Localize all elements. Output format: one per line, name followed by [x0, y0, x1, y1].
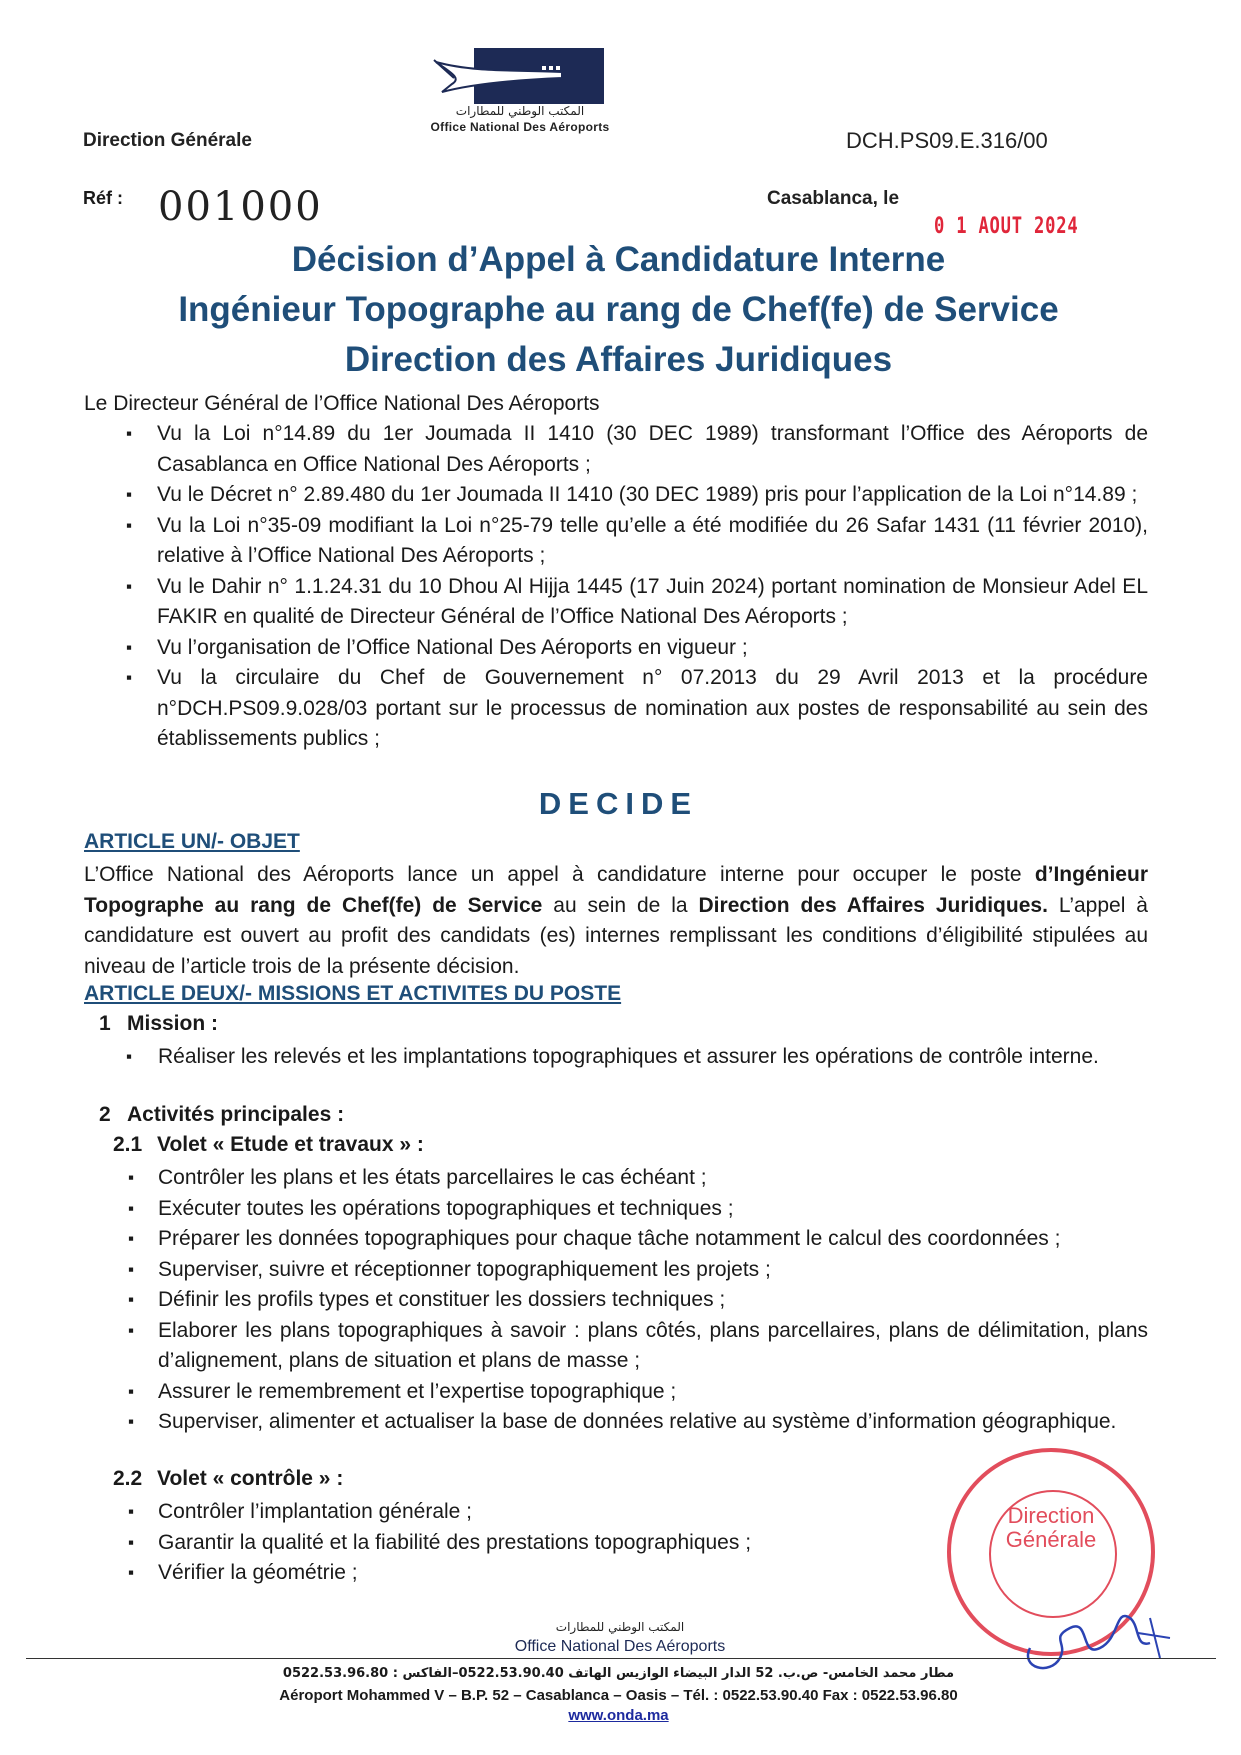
article-1-text-1: L’Office National des Aéroports lance un appel à candidature interne pour occuper le poste	[84, 863, 1035, 886]
article-1-body	[84, 860, 1148, 982]
mission-label: Mission :	[127, 1012, 219, 1035]
footer-arabic-name: المكتب الوطني للمطارات	[555, 1620, 685, 1634]
volet-1-list	[84, 1163, 1148, 1438]
article-1-post-name: d’Ingénieur Topographe au rang de Chef(fe) de Service	[84, 863, 1148, 917]
mission-number: 1	[99, 1012, 111, 1035]
list-item: ▪ Préparer les données topographiques pour chaque tâche notamment le calcul des coordonnées ;	[84, 1224, 1148, 1255]
list-item: ▪ Contrôler l’implantation générale ;	[84, 1497, 1148, 1528]
list-item: ▪ Superviser, suivre et réceptionner topographiquement les projets ;	[84, 1255, 1148, 1286]
list-item: ▪ Définir les profils types et constituer les dossiers techniques ;	[84, 1285, 1148, 1316]
volet-1-label: Volet « Etude et travaux » :	[157, 1133, 424, 1156]
article-2-title: ARTICLE DEUX/- MISSIONS ET ACTIVITES DU POSTE	[84, 982, 622, 1005]
decide-heading: DECIDE	[538, 786, 699, 821]
considerations-list	[84, 419, 1148, 755]
article-1-title: ARTICLE UN/- OBJET	[84, 830, 300, 853]
place-label: Casablanca, le	[767, 188, 900, 209]
title-line-3: Direction des Affaires Juridiques	[344, 340, 893, 379]
activities-label: Activités principales :	[127, 1103, 345, 1126]
list-item: ▪ Superviser, alimenter et actualiser la base de données relative au système d’information géographique.	[84, 1407, 1148, 1438]
document-code: DCH.PS09.E.316/00	[846, 128, 1048, 153]
list-item: ▪ Assurer le remembrement et l’expertise topographique ;	[84, 1377, 1148, 1408]
stamp-line-2: Générale	[1005, 1527, 1097, 1552]
article-1-text-2: au sein de la	[542, 893, 699, 917]
footer-website-link[interactable]: www.onda.ma	[568, 1707, 669, 1724]
footer-arabic-address: مطار محمد الخامس- ص.ب. 52 الدار البيضاء الوازيس الهاتف 0522.53.90.40–الفاكس : 0522.53.96.80	[282, 1666, 955, 1681]
airplane-logo-icon	[432, 48, 612, 108]
list-item: ▪ Vérifier la géométrie ;	[84, 1558, 1148, 1589]
mission-list	[84, 1042, 1148, 1073]
volet-1-number: 2.1	[113, 1133, 143, 1156]
intro-text: Le Directeur Général de l’Office National Des Aéroports	[84, 392, 600, 415]
logo-arabic-name: المكتب الوطني للمطارات	[455, 104, 585, 118]
volet-2-number: 2.2	[113, 1467, 143, 1490]
date-stamp: 0 1 AOUT 2024	[934, 214, 1079, 239]
list-item: ▪ Réaliser les relevés et les implantations topographiques et assurer les opérations de contrôle interne.	[84, 1042, 1148, 1073]
activities-number: 2	[99, 1103, 111, 1126]
footer-french-name: Office National Des Aéroports	[514, 1638, 726, 1655]
onda-logo	[432, 48, 612, 108]
signature-icon	[1010, 1588, 1180, 1678]
list-item: ▪ Garantir la qualité et la fiabilité des prestations topographiques ;	[84, 1528, 1148, 1559]
article-1-text-3: L’appel à candidature est ouvert au profit des candidats (es) internes remplissant les conditions d’éligibilité stipulées au niveau de l’article trois de la présente décision.	[84, 893, 1148, 978]
list-item: ▪ Vu la Loi n°14.89 du 1er Joumada II 1410 (30 DEC 1989) transformant l’Office des Aéroports de Casablanca en Office National Des Aéroports ;	[84, 419, 1148, 480]
list-item: ▪ Exécuter toutes les opérations topographiques et techniques ;	[84, 1194, 1148, 1225]
ref-number: 001000	[158, 184, 323, 230]
list-item: ▪ Vu l’organisation de l’Office National Des Aéroports en vigueur ;	[84, 633, 1148, 664]
list-item: ▪ Vu le Dahir n° 1.1.24.31 du 10 Dhou Al Hijja 1445 (17 Juin 2024) portant nomination de Monsieur Adel EL FAKIR en qualité de Directeur Général de l’Office National Des Aéroports ;	[84, 572, 1148, 633]
ref-label: Réf :	[83, 188, 123, 208]
header-direction: Direction Générale	[83, 130, 252, 151]
footer-french-address: Aéroport Mohammed V – B.P. 52 – Casablanca – Oasis – Tél. : 0522.53.90.40 Fax : 0522.53.96.80	[279, 1687, 958, 1704]
title-line-1: Décision d’Appel à Candidature Interne	[291, 240, 946, 279]
list-item: ▪ Vu la Loi n°35-09 modifiant la Loi n°25-79 telle qu’elle a été modifiée du 26 Safar 1431 (11 février 2010), relative à l’Office National Des Aéroports ;	[84, 511, 1148, 572]
footer-rule	[26, 1658, 1216, 1659]
list-item: ▪ Elaborer les plans topographiques à savoir : plans côtés, plans parcellaires, plans de délimitation, plans d’alignement, plans de situation et plans de masse ;	[84, 1316, 1148, 1377]
stamp-text	[951, 1504, 1151, 1552]
list-item: ▪ Contrôler les plans et les états parcellaires le cas échéant ;	[84, 1163, 1148, 1194]
list-item: ▪ Vu le Décret n° 2.89.480 du 1er Joumada II 1410 (30 DEC 1989) pris pour l’application de la Loi n°14.89 ;	[84, 480, 1148, 511]
volet-2-label: Volet « contrôle » :	[157, 1467, 344, 1490]
title-line-2: Ingénieur Topographe au rang de Chef(fe) de Service	[178, 290, 1059, 329]
stamp-line-1: Direction	[1007, 1503, 1095, 1528]
logo-french-name: Office National Des Aéroports	[430, 120, 610, 134]
list-item: ▪ Vu la circulaire du Chef de Gouvernement n° 07.2013 du 29 Avril 2013 et la procédure n°DCH.PS09.9.028/03 portant sur le processus de nomination aux postes de responsabilité au sein des établissements publics ;	[84, 663, 1148, 755]
article-1-direction-name: Direction des Affaires Juridiques.	[698, 893, 1048, 917]
